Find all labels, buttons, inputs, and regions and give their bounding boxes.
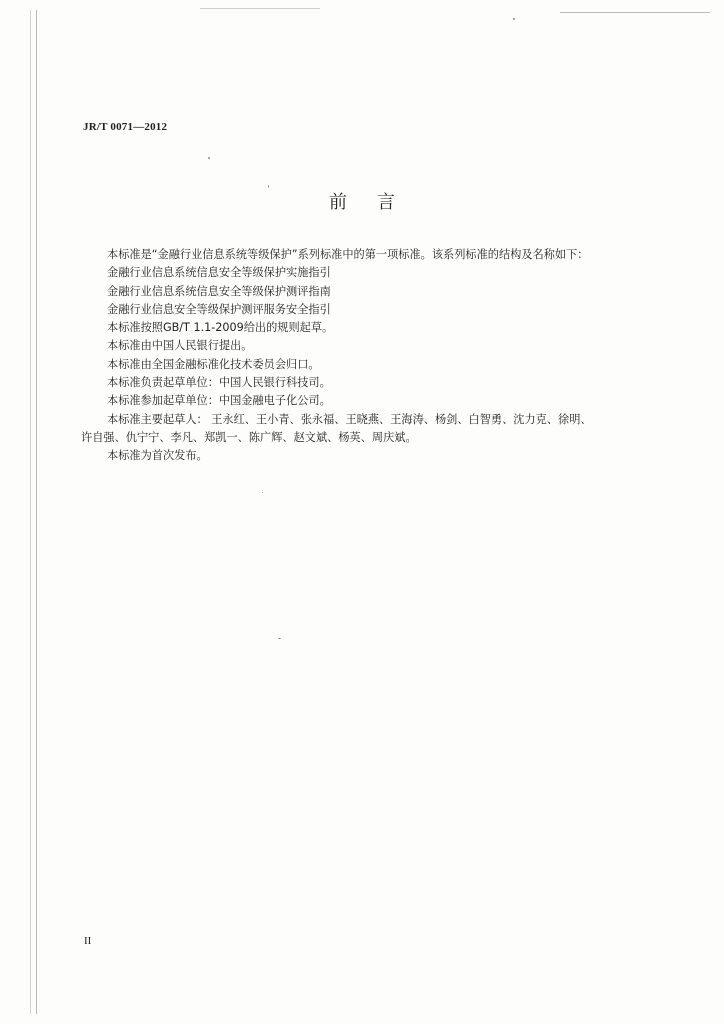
scan-smudge bbox=[200, 8, 320, 9]
paragraph: 本标准由全国金融标准化技术委员会归口。 bbox=[107, 357, 320, 371]
paragraph: 本标准按照GB/T 1.1-2009给出的规则起草。 bbox=[107, 321, 334, 335]
scan-edge-line bbox=[30, 10, 31, 1014]
paragraph: 金融行业信息安全等级保护测评服务安全指引 bbox=[107, 302, 331, 316]
scan-speck bbox=[208, 157, 210, 159]
paragraph: 金融行业信息系统信息安全等级保护测评指南 bbox=[107, 284, 331, 298]
paragraph: 本标准是“金融行业信息系统等级保护”系列标准中的第一项标准。该系列标准的结构及名称如下： bbox=[107, 248, 589, 261]
page-title: 前言 bbox=[329, 192, 425, 213]
paragraph: 金融行业信息系统信息安全等级保护实施指引 bbox=[107, 266, 331, 280]
scan-speck bbox=[278, 638, 281, 639]
paragraph: 本标准主要起草人： 王永红、王小青、张永福、王晓燕、王海涛、杨剑、白智勇、沈力克、徐明、 bbox=[107, 412, 592, 426]
scan-edge-line bbox=[36, 10, 37, 1014]
scan-smudge bbox=[560, 12, 710, 13]
scan-speck bbox=[262, 492, 263, 493]
paragraph: 本标准参加起草单位：中国金融电子化公司。 bbox=[107, 394, 331, 408]
paragraph: 本标准为首次发布。 bbox=[107, 449, 208, 463]
paragraph: 本标准负责起草单位：中国人民银行科技司。 bbox=[107, 376, 331, 390]
paragraph-continuation: 许自强、仇宁宁、李凡、郑凯一、陈广辉、赵文斌、杨英、周庆斌。 bbox=[81, 430, 417, 444]
foreword-body bbox=[81, 246, 645, 466]
page-number: II bbox=[84, 935, 92, 947]
paragraph: 本标准由中国人民银行提出。 bbox=[107, 339, 253, 353]
scan-speck bbox=[513, 18, 515, 20]
standard-code: JR/T 0071—2012 bbox=[83, 121, 168, 133]
